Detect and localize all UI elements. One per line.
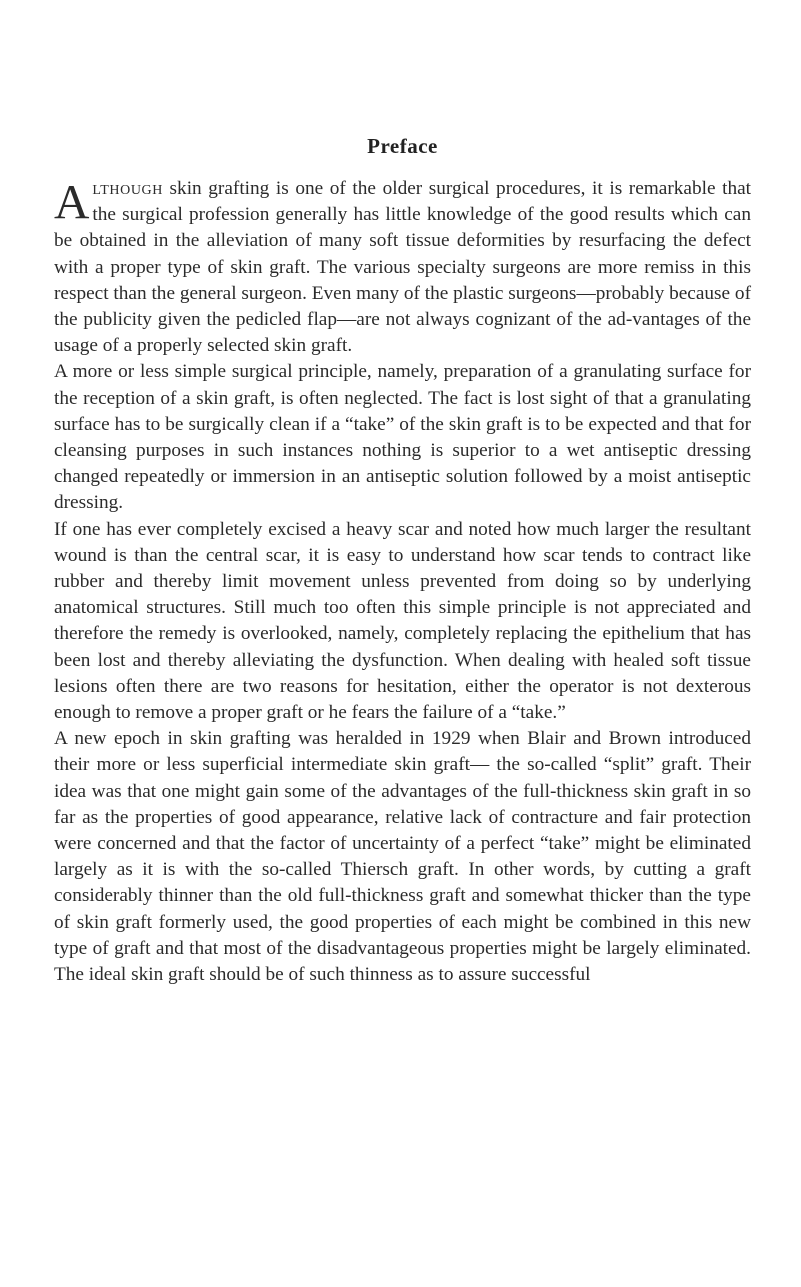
paragraph-1-text: skin grafting is one of the older surgical procedures, it is remarkable that the surgical profession generally has little knowledge of the good results which can be obtained in the alleviation of many soft tissue deformities by resurfacing the defect with a proper type of skin graft. The various specialty surgeons are more remiss in this respect than the general surgeon. Even many of the plastic surgeons—probably because of the publicity given the pedicled flap—are not always cognizant of the ad-vantages of the usage of a properly selected skin graft. (54, 178, 751, 357)
paragraph-3: If one has ever completely excised a heavy scar and noted how much larger the resultant wound is than the central scar, it is easy to understand how scar tends to contract like rubber and thereby limit movement unless prevented from doing so by underlying anatomical structures. Still much too often this simple principle is not appreciated and therefore the remedy is overlooked, namely, completely replacing the epithelium that has been lost and thereby alleviating the dysfunction. When dealing with healed soft tissue lesions often there are two reasons for hesitation, either the operator is not dexterous enough to remove a proper graft or he fears the failure of a “take.” (54, 518, 751, 724)
preface-body (54, 176, 751, 988)
lead-word: lthough (92, 178, 163, 199)
paragraph-4: A new epoch in skin grafting was heralded in 1929 when Blair and Brown introduced their more or less superficial intermediate skin graft— the so-called “split” graft. Their idea was that one might gain some of the advantages of the full-thickness skin graft in so far as the properties of good appearance, relative lack of contracture and fair protection were concerned and that the factor of uncertainty of a perfect “take” might be eliminated largely as it is with the so-called Thiersch graft. In other words, by cutting a graft considerably thinner than the old full-thickness graft and somewhat thicker than the type of skin graft formerly used, the good properties of each might be combined in this new type of graft and that most of the disadvantageous properties might be largely eliminated. The ideal skin graft should be of such thinness as to assure successful (54, 728, 751, 986)
document-page (54, 0, 751, 1287)
drop-cap: A (54, 174, 90, 229)
page-title: Preface (367, 134, 438, 158)
paragraph-2: A more or less simple surgical principle, namely, preparation of a granulating surface for the reception of a skin graft, is often neglected. The fact is lost sight of that a granulating surface has to be surgically clean if a “take” of the skin graft is to be expected and that for cleansing purposes in such instances nothing is superior to a wet antiseptic dressing changed repeatedly or immersion in an antiseptic solution followed by a moist antiseptic dressing. (54, 361, 751, 514)
paragraph-1 (54, 176, 751, 359)
